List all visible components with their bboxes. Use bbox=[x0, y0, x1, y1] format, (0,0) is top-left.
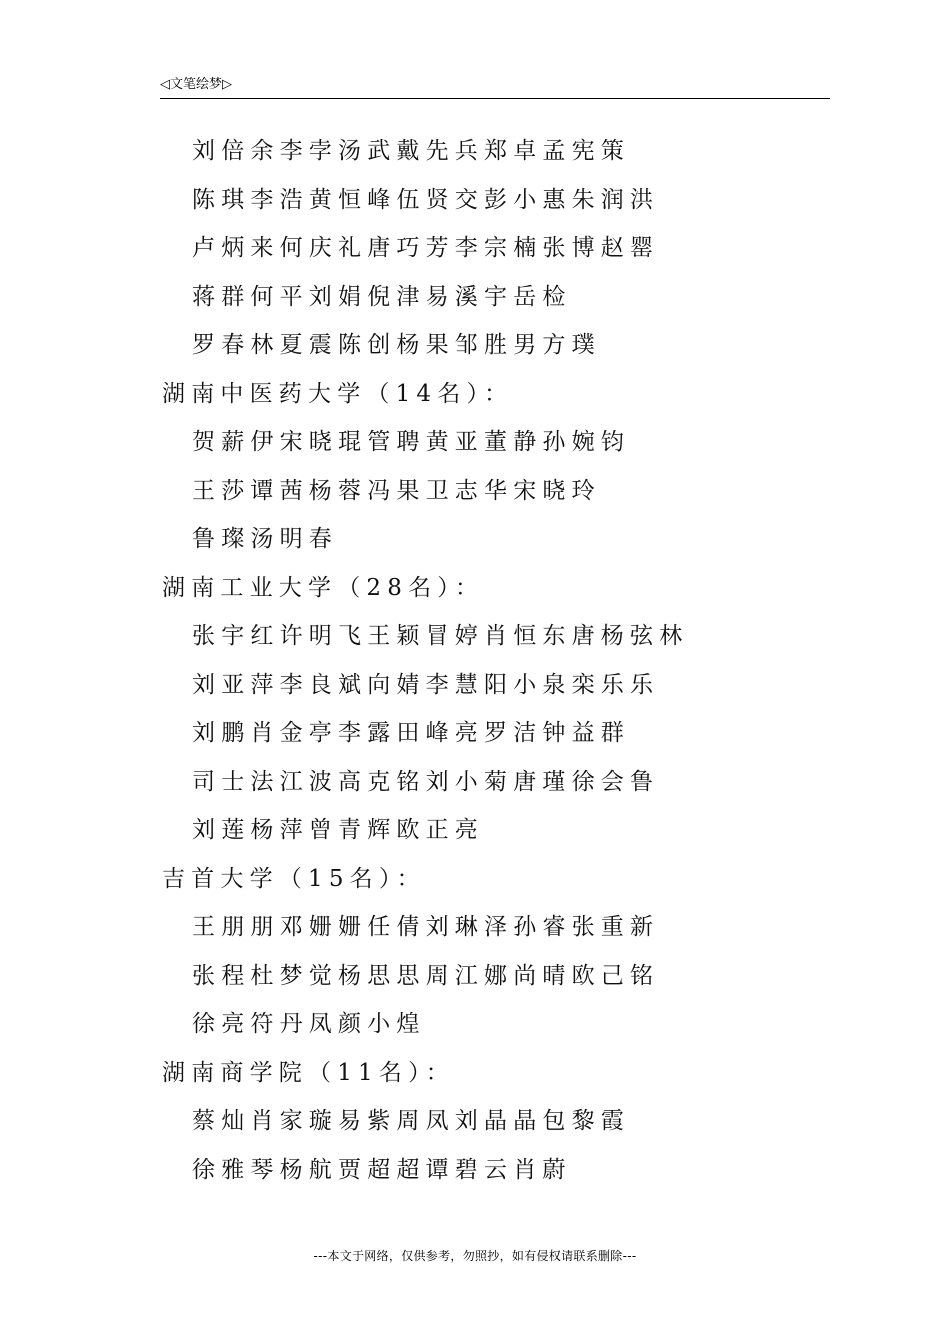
name-line: 蔡灿肖家璇易紫周凤刘晶晶包黎霞 bbox=[192, 1108, 630, 1134]
name-line: 王朋朋邓姗姗任倩刘琳泽孙睿张重新 bbox=[192, 914, 660, 940]
name-line: 徐雅琴杨航贾超超谭碧云肖蔚 bbox=[192, 1156, 572, 1183]
name-line: 司士法江波高克铭刘小菊唐瑾徐会鲁 bbox=[192, 768, 660, 795]
name-line: 卢炳来何庆礼唐巧芳李宗楠张博赵罂 bbox=[192, 235, 660, 261]
name-line: 贺薪伊宋晓琨管聘黄亚董静孙婉钧 bbox=[192, 429, 630, 455]
section-heading: 湖南中医药大学（14名）： bbox=[162, 380, 514, 407]
name-line: 张程杜梦觉杨思思周江娜尚晴欧己铭 bbox=[192, 962, 660, 989]
footer-text: ---本文于网络，仅供参考，勿照抄，如有侵权请联系删除--- bbox=[313, 1249, 637, 1263]
section-heading: 湖南商学院（11名）： bbox=[162, 1059, 455, 1086]
header-text: ◁文笔绘梦▷ bbox=[160, 77, 232, 92]
name-line: 刘莲杨萍曾青辉欧正亮 bbox=[192, 817, 484, 843]
name-line: 罗春林夏震陈创杨果邹胜男方璞 bbox=[192, 332, 601, 358]
page-header bbox=[160, 74, 830, 99]
name-line: 王莎谭茜杨蓉冯果卫志华宋晓玲 bbox=[192, 477, 601, 504]
section-heading: 湖南工业大学（28名）： bbox=[162, 574, 485, 601]
name-line: 刘亚萍李良斌向婧李慧阳小泉栾乐乐 bbox=[192, 671, 660, 698]
name-line: 陈琪李浩黄恒峰伍贤交彭小惠朱润洪 bbox=[192, 186, 660, 213]
name-line: 鲁璨汤明春 bbox=[192, 526, 338, 552]
name-line: 张宇红许明飞王颖冒婷肖恒东唐杨弦林 bbox=[192, 623, 689, 649]
name-line: 徐亮符丹凤颜小煌 bbox=[192, 1011, 426, 1037]
name-line: 刘倍余李孛汤武戴先兵郑卓孟宪策 bbox=[192, 138, 630, 164]
name-line: 蒋群何平刘娟倪津易溪宇岳检 bbox=[192, 283, 572, 310]
section-heading: 吉首大学（15名）： bbox=[162, 865, 426, 892]
page-footer bbox=[0, 1247, 950, 1264]
name-line: 刘鹏肖金亭李露田峰亮罗洁钟益群 bbox=[192, 720, 630, 746]
document-body bbox=[0, 127, 950, 1194]
